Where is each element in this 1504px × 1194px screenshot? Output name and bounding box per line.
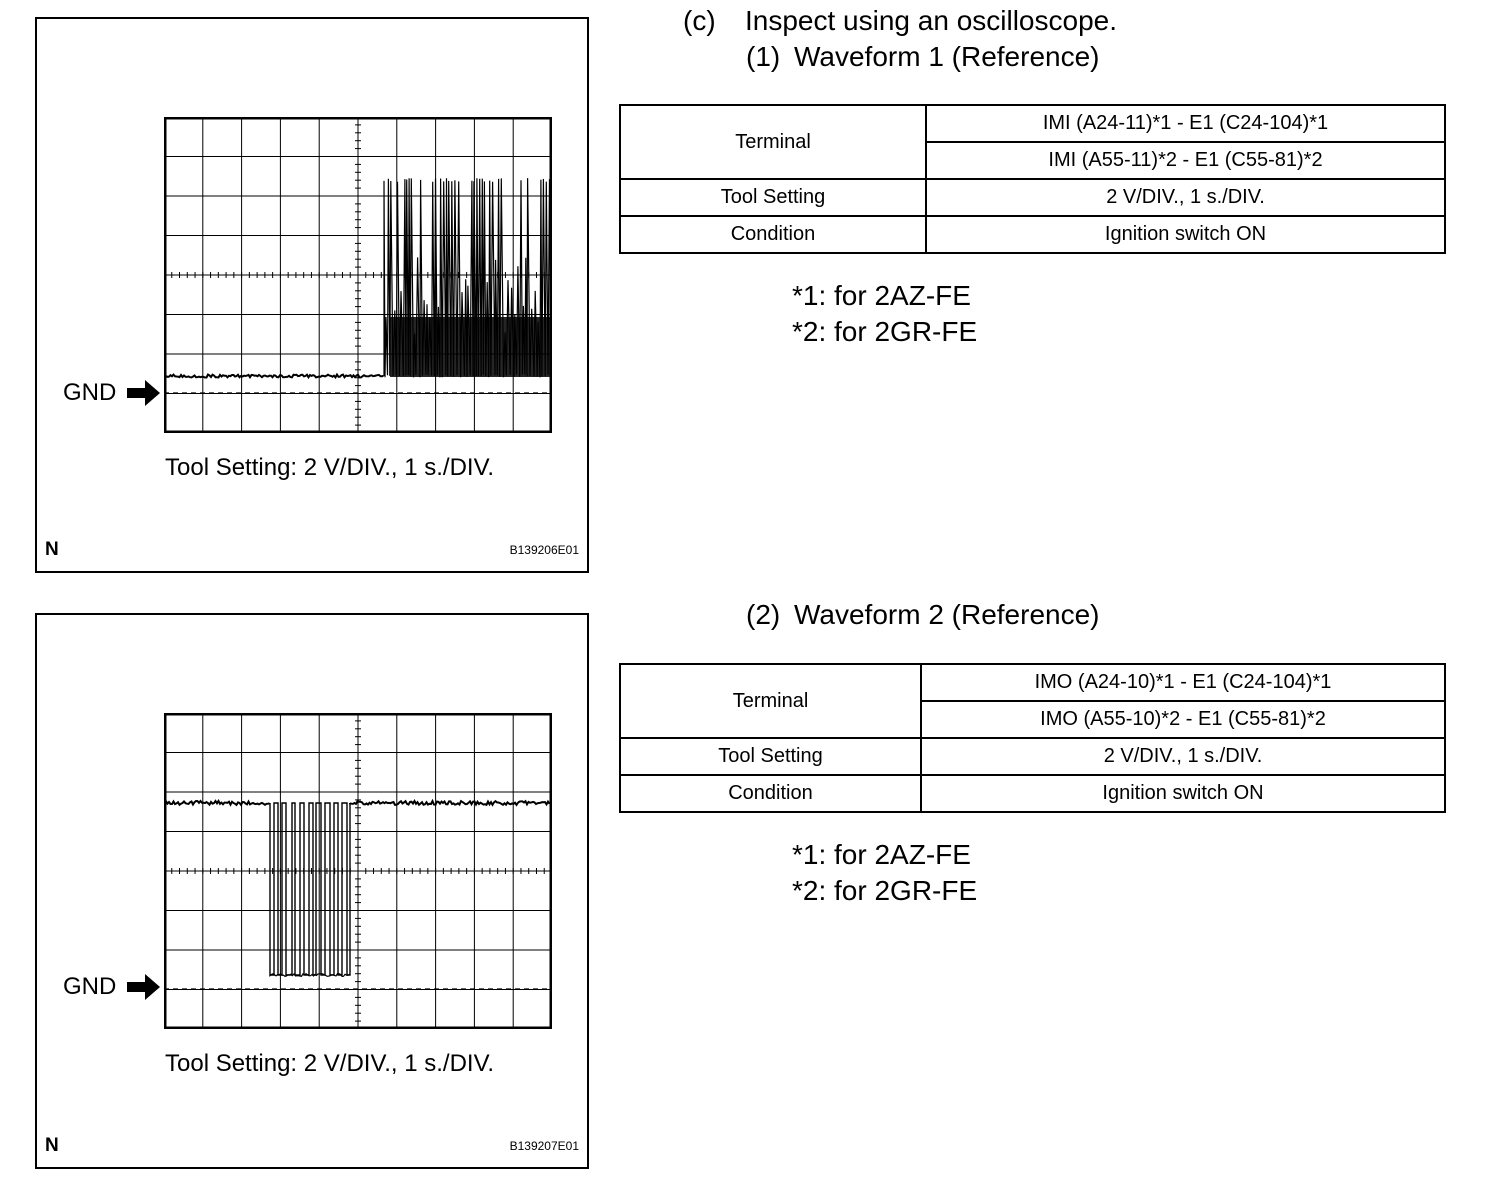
gnd-label: GND: [63, 379, 117, 406]
step-label: (c): [683, 5, 716, 36]
condition-label: Condition: [620, 775, 921, 812]
oscilloscope-screen-2: [164, 713, 552, 1029]
waveform-2-spec-table: [619, 663, 1446, 813]
step-text: Inspect using an oscilloscope.: [745, 5, 1117, 36]
terminal-value: IMO (A24-10)*1 - E1 (C24-104)*1: [921, 664, 1445, 701]
note-line: *2: for 2GR-FE: [792, 875, 978, 906]
tool-setting-label: Tool Setting: [620, 738, 921, 775]
condition-value: Ignition switch ON: [921, 775, 1445, 812]
waveform-number: (2): [746, 599, 781, 630]
tool-setting-value: 2 V/DIV., 1 s./DIV.: [926, 179, 1445, 216]
figure-code: B139206E01: [509, 543, 579, 557]
table-row: [620, 179, 1445, 216]
table-row: [620, 105, 1445, 142]
tool-setting-value: 2 V/DIV., 1 s./DIV.: [921, 738, 1445, 775]
waveform-number: (1): [746, 41, 781, 72]
figure-code: B139207E01: [509, 1139, 579, 1153]
condition-value: Ignition switch ON: [926, 216, 1445, 253]
waveform-2-figure: [35, 613, 589, 1169]
terminal-value: IMI (A24-11)*1 - E1 (C24-104)*1: [926, 105, 1445, 142]
condition-label: Condition: [620, 216, 926, 253]
waveform-title: Waveform 1 (Reference): [794, 41, 1100, 72]
terminal-label: Terminal: [620, 105, 926, 179]
oscilloscope-screen-1: [164, 117, 552, 433]
note-line: *2: for 2GR-FE: [792, 316, 978, 347]
gnd-label: GND: [63, 973, 117, 1000]
waveform-1-heading: [746, 40, 1100, 74]
table-row: [620, 775, 1445, 812]
gnd-arrow-icon: [127, 379, 161, 407]
waveform-title: Waveform 2 (Reference): [794, 599, 1100, 630]
figure-letter: N: [45, 539, 59, 560]
terminal-value: IMI (A55-11)*2 - E1 (C55-81)*2: [926, 142, 1445, 179]
gnd-arrow-icon: [127, 973, 161, 1001]
terminal-value: IMO (A55-10)*2 - E1 (C55-81)*2: [921, 701, 1445, 738]
note-line: *1: for 2AZ-FE: [792, 280, 971, 311]
waveform-1-figure: [35, 17, 589, 573]
figure-letter: N: [45, 1135, 59, 1156]
tool-setting-label: Tool Setting: [620, 179, 926, 216]
waveform-1-notes: [792, 278, 977, 350]
tool-setting-caption: Tool Setting: 2 V/DIV., 1 s./DIV.: [165, 1050, 495, 1077]
table-row: [620, 216, 1445, 253]
waveform-1-spec-table: [619, 104, 1446, 254]
terminal-label: Terminal: [620, 664, 921, 738]
tool-setting-caption: Tool Setting: 2 V/DIV., 1 s./DIV.: [165, 454, 495, 481]
waveform-2-notes: [792, 837, 977, 909]
waveform-2-heading: [746, 598, 1100, 632]
table-row: [620, 738, 1445, 775]
note-line: *1: for 2AZ-FE: [792, 839, 971, 870]
step-heading: [683, 4, 1117, 38]
table-row: [620, 664, 1445, 701]
